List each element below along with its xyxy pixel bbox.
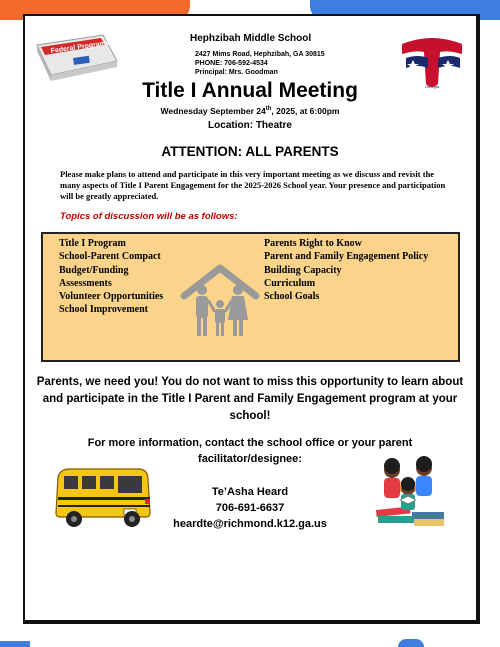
topic-item: Title I Program xyxy=(59,238,126,249)
federal-programs-logo-icon xyxy=(33,31,123,83)
contact-phone: 706-691-6637 xyxy=(215,502,285,514)
call-to-action: Parents, we need you! You do not want to miss this opportunity to learn about and participate in the Title I Parent and Family Engagement program at your school! xyxy=(36,376,464,422)
page-title: Title I Annual Meeting xyxy=(142,79,358,102)
federal-programs-logo-text: Federal Programs xyxy=(50,39,111,55)
topic-item: School-Parent Compact xyxy=(59,251,161,263)
contact-email[interactable]: heardte@richmond.k12.ga.us xyxy=(173,518,327,530)
meeting-location: Location: Theatre xyxy=(208,120,292,131)
topic-item: Budget/Funding xyxy=(59,264,129,276)
school-name: Hephzibah Middle School xyxy=(190,33,312,44)
topic-item: Building Capacity xyxy=(264,264,342,276)
school-contact-block xyxy=(195,50,325,77)
more-info-text: For more information, contact the school office or your parent facilitator/designee: xyxy=(87,437,413,465)
family-house-icon xyxy=(180,262,260,338)
school-principal: Principal: Mrs. Goodman xyxy=(195,69,278,76)
meeting-date xyxy=(0,106,500,116)
topic-item: Volunteer Opportunities xyxy=(59,291,164,303)
school-bus-icon xyxy=(52,463,154,531)
blue-bottom-tab-decoration xyxy=(398,639,424,647)
contact-block xyxy=(150,484,350,532)
meeting-date-suffix-ordinal: th xyxy=(265,106,272,113)
topic-item: School Goals xyxy=(264,291,320,303)
topics-list-right xyxy=(264,237,428,303)
topic-item: Assessments xyxy=(59,277,112,289)
topic-item: Parents Right to Know xyxy=(264,238,362,249)
attention-heading: ATTENTION: ALL PARENTS xyxy=(161,144,339,159)
blue-bottom-decoration xyxy=(0,641,30,647)
georgia-logo-text: Georgia xyxy=(424,84,440,89)
meeting-date-prefix: Wednesday September 24 xyxy=(160,106,266,116)
intro-paragraph: Please make plans to attend and participate in this very important meeting as we discuss and revisit the many aspects of Title I Parent Engagement for the 2025-2026 School year. Your presence and participation will be greatly appreciated. xyxy=(60,169,446,201)
topics-heading: Topics of discussion will be as follows: xyxy=(60,211,238,222)
meeting-date-time: , 2025, at 6:00pm xyxy=(271,106,340,116)
school-phone: PHONE: 706-592-4534 xyxy=(195,60,268,67)
topic-item: Curriculum xyxy=(264,277,316,289)
school-address: 2427 Mims Road, Hephzibah, GA 30815 xyxy=(195,51,325,58)
contact-name: Te’Asha Heard xyxy=(211,486,289,498)
kids-reading-books-icon xyxy=(372,452,448,530)
topics-list-left xyxy=(59,237,163,317)
topic-item: Parent and Family Engagement Policy xyxy=(264,251,429,263)
topic-item: School Improvement xyxy=(59,304,148,316)
